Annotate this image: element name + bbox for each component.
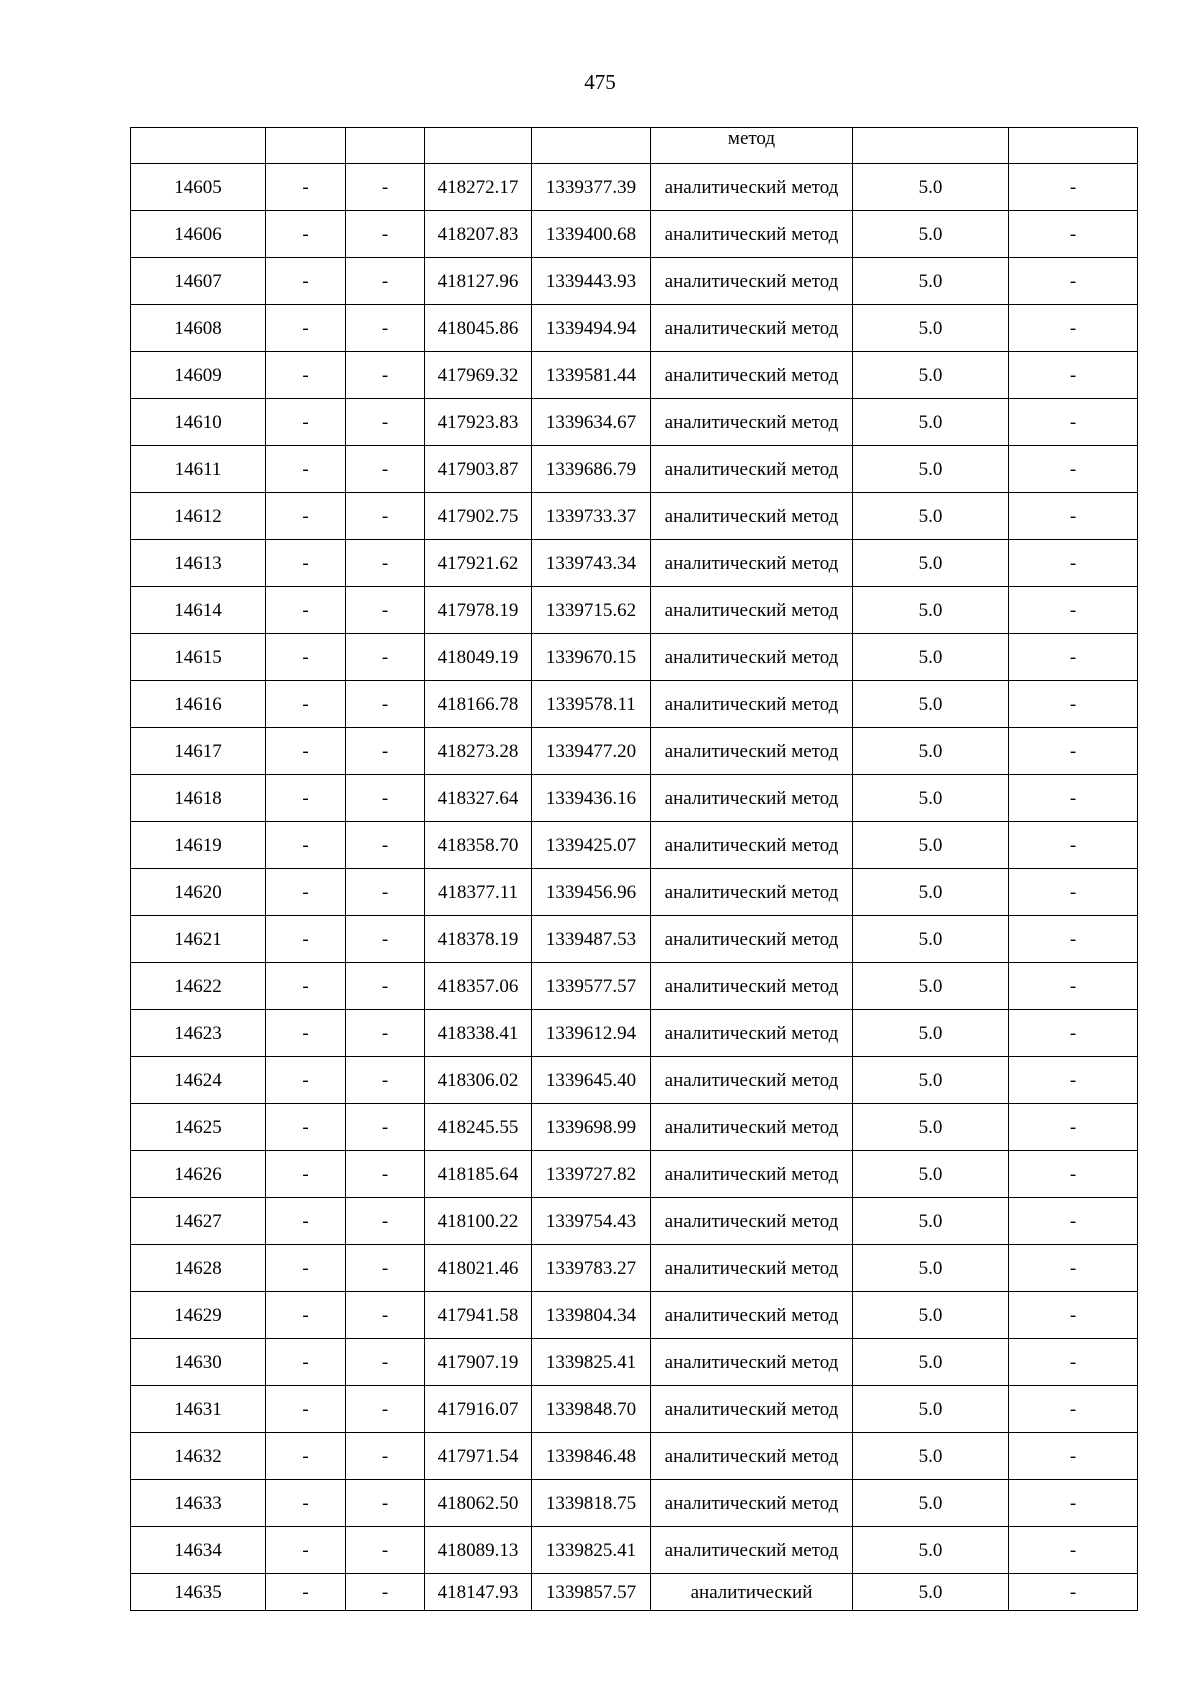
dash-cell: - (266, 1010, 346, 1057)
y-coordinate-cell (532, 128, 651, 164)
note-cell: - (1009, 681, 1138, 728)
dash-cell: - (266, 164, 346, 211)
x-coordinate-cell (425, 128, 532, 164)
accuracy-cell: 5.0 (853, 1480, 1009, 1527)
table-row (131, 1574, 1138, 1611)
dash-cell: - (346, 728, 425, 775)
table-row (131, 634, 1138, 681)
dash-cell: - (266, 775, 346, 822)
accuracy-cell: 5.0 (853, 822, 1009, 869)
y-coordinate-cell: 1339825.41 (532, 1527, 651, 1574)
dash-cell: - (346, 1198, 425, 1245)
dash-cell: - (266, 916, 346, 963)
method-cell: аналитический метод (651, 352, 853, 399)
dash-cell: - (266, 587, 346, 634)
method-cell: аналитический метод (651, 1151, 853, 1198)
dash-cell: - (266, 1339, 346, 1386)
accuracy-cell: 5.0 (853, 258, 1009, 305)
dash-cell: - (266, 352, 346, 399)
note-cell: - (1009, 775, 1138, 822)
table-row (131, 1292, 1138, 1339)
point-id-cell: 14624 (131, 1057, 266, 1104)
table-row (131, 916, 1138, 963)
x-coordinate-cell: 417916.07 (425, 1386, 532, 1433)
x-coordinate-cell: 417903.87 (425, 446, 532, 493)
x-coordinate-cell: 418272.17 (425, 164, 532, 211)
y-coordinate-cell: 1339456.96 (532, 869, 651, 916)
y-coordinate-cell: 1339846.48 (532, 1433, 651, 1480)
note-cell: - (1009, 446, 1138, 493)
point-id-cell: 14633 (131, 1480, 266, 1527)
accuracy-cell: 5.0 (853, 305, 1009, 352)
dash-cell: - (346, 305, 425, 352)
dash-cell: - (266, 305, 346, 352)
x-coordinate-cell: 418245.55 (425, 1104, 532, 1151)
dash-cell: - (346, 681, 425, 728)
y-coordinate-cell: 1339436.16 (532, 775, 651, 822)
note-cell: - (1009, 352, 1138, 399)
method-cell: аналитический метод (651, 399, 853, 446)
accuracy-cell: 5.0 (853, 211, 1009, 258)
dash-cell: - (346, 1104, 425, 1151)
accuracy-cell: 5.0 (853, 1151, 1009, 1198)
x-coordinate-cell: 418207.83 (425, 211, 532, 258)
table-row (131, 1151, 1138, 1198)
accuracy-cell: 5.0 (853, 963, 1009, 1010)
x-coordinate-cell: 418338.41 (425, 1010, 532, 1057)
dash-cell: - (266, 1433, 346, 1480)
note-cell: - (1009, 211, 1138, 258)
method-cell: аналитический метод (651, 1527, 853, 1574)
y-coordinate-cell: 1339743.34 (532, 540, 651, 587)
y-coordinate-cell: 1339578.11 (532, 681, 651, 728)
accuracy-cell: 5.0 (853, 1433, 1009, 1480)
x-coordinate-cell: 418358.70 (425, 822, 532, 869)
dash-cell: - (346, 258, 425, 305)
dash-cell: - (346, 775, 425, 822)
point-id-cell: 14629 (131, 1292, 266, 1339)
note-cell: - (1009, 869, 1138, 916)
x-coordinate-cell: 418045.86 (425, 305, 532, 352)
method-cell: аналитический метод (651, 1339, 853, 1386)
point-id-cell: 14620 (131, 869, 266, 916)
dash-cell: - (346, 963, 425, 1010)
table-row (131, 869, 1138, 916)
dash-cell: - (346, 446, 425, 493)
point-id-cell: 14625 (131, 1104, 266, 1151)
method-cell: метод (651, 128, 853, 164)
point-id-cell: 14619 (131, 822, 266, 869)
accuracy-cell (853, 128, 1009, 164)
accuracy-cell: 5.0 (853, 1339, 1009, 1386)
method-cell: аналитический метод (651, 1104, 853, 1151)
x-coordinate-cell: 418100.22 (425, 1198, 532, 1245)
table-row (131, 164, 1138, 211)
page-number: 475 (584, 70, 616, 94)
dash-cell: - (346, 1010, 425, 1057)
dash-cell: - (346, 1245, 425, 1292)
note-cell: - (1009, 305, 1138, 352)
note-cell: - (1009, 258, 1138, 305)
dash-cell: - (346, 869, 425, 916)
dash-cell: - (266, 446, 346, 493)
dash-cell: - (346, 1433, 425, 1480)
table-row (131, 211, 1138, 258)
point-id-cell: 14634 (131, 1527, 266, 1574)
dash-cell: - (266, 211, 346, 258)
point-id-cell: 14628 (131, 1245, 266, 1292)
accuracy-cell: 5.0 (853, 493, 1009, 540)
dash-cell: - (266, 258, 346, 305)
note-cell: - (1009, 1433, 1138, 1480)
table-row (131, 963, 1138, 1010)
empty-cell (346, 128, 425, 164)
y-coordinate-cell: 1339804.34 (532, 1292, 651, 1339)
y-coordinate-cell: 1339733.37 (532, 493, 651, 540)
method-cell: аналитический (651, 1574, 853, 1611)
x-coordinate-cell: 418306.02 (425, 1057, 532, 1104)
dash-cell: - (346, 1480, 425, 1527)
table-row (131, 1057, 1138, 1104)
method-cell: аналитический метод (651, 540, 853, 587)
accuracy-cell: 5.0 (853, 587, 1009, 634)
y-coordinate-cell: 1339425.07 (532, 822, 651, 869)
method-cell: аналитический метод (651, 1386, 853, 1433)
method-cell: аналитический метод (651, 681, 853, 728)
accuracy-cell: 5.0 (853, 1245, 1009, 1292)
point-id-cell: 14613 (131, 540, 266, 587)
empty-cell (266, 128, 346, 164)
method-cell: аналитический метод (651, 587, 853, 634)
dash-cell: - (266, 399, 346, 446)
note-cell: - (1009, 728, 1138, 775)
x-coordinate-cell: 418049.19 (425, 634, 532, 681)
y-coordinate-cell: 1339783.27 (532, 1245, 651, 1292)
method-cell: аналитический метод (651, 1057, 853, 1104)
accuracy-cell: 5.0 (853, 399, 1009, 446)
method-cell: аналитический метод (651, 1010, 853, 1057)
table-row (131, 587, 1138, 634)
table-row (131, 305, 1138, 352)
note-cell: - (1009, 1386, 1138, 1433)
dash-cell: - (346, 352, 425, 399)
dash-cell: - (346, 916, 425, 963)
dash-cell: - (266, 1245, 346, 1292)
coordinates-table (130, 127, 1138, 1611)
method-cell: аналитический метод (651, 305, 853, 352)
dash-cell: - (266, 822, 346, 869)
dash-cell: - (266, 1386, 346, 1433)
dash-cell: - (266, 1198, 346, 1245)
y-coordinate-cell: 1339754.43 (532, 1198, 651, 1245)
method-cell: аналитический метод (651, 963, 853, 1010)
method-cell: аналитический метод (651, 164, 853, 211)
continued-row (131, 128, 1138, 164)
x-coordinate-cell: 418378.19 (425, 916, 532, 963)
x-coordinate-cell: 417969.32 (425, 352, 532, 399)
dash-cell: - (346, 1151, 425, 1198)
x-coordinate-cell: 417921.62 (425, 540, 532, 587)
y-coordinate-cell: 1339727.82 (532, 1151, 651, 1198)
accuracy-cell: 5.0 (853, 916, 1009, 963)
point-id-cell: 14611 (131, 446, 266, 493)
accuracy-cell: 5.0 (853, 634, 1009, 681)
point-id-cell: 14614 (131, 587, 266, 634)
x-coordinate-cell: 418089.13 (425, 1527, 532, 1574)
dash-cell: - (266, 1151, 346, 1198)
note-cell: - (1009, 1574, 1138, 1611)
point-id-cell: 14609 (131, 352, 266, 399)
accuracy-cell: 5.0 (853, 1574, 1009, 1611)
point-id-cell: 14617 (131, 728, 266, 775)
note-cell: - (1009, 399, 1138, 446)
table-row (131, 1480, 1138, 1527)
y-coordinate-cell: 1339818.75 (532, 1480, 651, 1527)
method-cell: аналитический метод (651, 775, 853, 822)
x-coordinate-cell: 417971.54 (425, 1433, 532, 1480)
dash-cell: - (346, 1386, 425, 1433)
table-row (131, 1433, 1138, 1480)
dash-cell: - (346, 1527, 425, 1574)
table-row (131, 681, 1138, 728)
dash-cell: - (266, 681, 346, 728)
table-row (131, 1198, 1138, 1245)
method-cell: аналитический метод (651, 916, 853, 963)
dash-cell: - (346, 1292, 425, 1339)
y-coordinate-cell: 1339612.94 (532, 1010, 651, 1057)
note-cell: - (1009, 916, 1138, 963)
table-row (131, 258, 1138, 305)
table-row (131, 775, 1138, 822)
method-cell: аналитический метод (651, 1480, 853, 1527)
note-cell: - (1009, 587, 1138, 634)
note-cell: - (1009, 1104, 1138, 1151)
note-cell: - (1009, 1292, 1138, 1339)
dash-cell: - (346, 1574, 425, 1611)
table-row (131, 493, 1138, 540)
accuracy-cell: 5.0 (853, 1010, 1009, 1057)
accuracy-cell: 5.0 (853, 540, 1009, 587)
note-cell: - (1009, 1245, 1138, 1292)
x-coordinate-cell: 417978.19 (425, 587, 532, 634)
y-coordinate-cell: 1339715.62 (532, 587, 651, 634)
table-row (131, 822, 1138, 869)
x-coordinate-cell: 418273.28 (425, 728, 532, 775)
accuracy-cell: 5.0 (853, 869, 1009, 916)
dash-cell: - (266, 728, 346, 775)
y-coordinate-cell: 1339670.15 (532, 634, 651, 681)
table-row (131, 728, 1138, 775)
method-cell: аналитический метод (651, 822, 853, 869)
point-id-cell: 14616 (131, 681, 266, 728)
table-row (131, 399, 1138, 446)
method-cell: аналитический метод (651, 728, 853, 775)
accuracy-cell: 5.0 (853, 1104, 1009, 1151)
point-id-cell: 14608 (131, 305, 266, 352)
x-coordinate-cell: 418377.11 (425, 869, 532, 916)
accuracy-cell: 5.0 (853, 681, 1009, 728)
dash-cell: - (346, 822, 425, 869)
dash-cell: - (266, 1104, 346, 1151)
note-cell: - (1009, 1151, 1138, 1198)
table-row (131, 1104, 1138, 1151)
point-id-cell: 14621 (131, 916, 266, 963)
table-row (131, 1010, 1138, 1057)
note-cell: - (1009, 1339, 1138, 1386)
dash-cell: - (346, 1339, 425, 1386)
dash-cell: - (346, 634, 425, 681)
x-coordinate-cell: 418357.06 (425, 963, 532, 1010)
method-cell: аналитический метод (651, 493, 853, 540)
note-cell: - (1009, 963, 1138, 1010)
point-id-cell: 14632 (131, 1433, 266, 1480)
y-coordinate-cell: 1339686.79 (532, 446, 651, 493)
point-id-cell: 14605 (131, 164, 266, 211)
table-row (131, 446, 1138, 493)
y-coordinate-cell: 1339848.70 (532, 1386, 651, 1433)
accuracy-cell: 5.0 (853, 164, 1009, 211)
y-coordinate-cell: 1339634.67 (532, 399, 651, 446)
x-coordinate-cell: 418147.93 (425, 1574, 532, 1611)
dash-cell: - (266, 1527, 346, 1574)
point-id-cell: 14606 (131, 211, 266, 258)
y-coordinate-cell: 1339577.57 (532, 963, 651, 1010)
method-cell: аналитический метод (651, 211, 853, 258)
x-coordinate-cell: 417923.83 (425, 399, 532, 446)
y-coordinate-cell: 1339377.39 (532, 164, 651, 211)
coordinates-table-body (131, 128, 1138, 1611)
note-cell: - (1009, 634, 1138, 681)
note-cell: - (1009, 1057, 1138, 1104)
method-cell: аналитический метод (651, 1245, 853, 1292)
point-id-cell: 14610 (131, 399, 266, 446)
x-coordinate-cell: 418185.64 (425, 1151, 532, 1198)
y-coordinate-cell: 1339825.41 (532, 1339, 651, 1386)
note-cell: - (1009, 493, 1138, 540)
dash-cell: - (266, 493, 346, 540)
dash-cell: - (346, 1057, 425, 1104)
x-coordinate-cell: 418327.64 (425, 775, 532, 822)
method-cell: аналитический метод (651, 869, 853, 916)
point-id-cell: 14622 (131, 963, 266, 1010)
accuracy-cell: 5.0 (853, 1527, 1009, 1574)
point-id-cell: 14623 (131, 1010, 266, 1057)
accuracy-cell: 5.0 (853, 1057, 1009, 1104)
accuracy-cell: 5.0 (853, 1198, 1009, 1245)
y-coordinate-cell: 1339477.20 (532, 728, 651, 775)
note-cell: - (1009, 822, 1138, 869)
x-coordinate-cell: 418127.96 (425, 258, 532, 305)
point-id-cell: 14607 (131, 258, 266, 305)
table-row (131, 1245, 1138, 1292)
y-coordinate-cell: 1339443.93 (532, 258, 651, 305)
dash-cell: - (346, 540, 425, 587)
dash-cell: - (266, 1292, 346, 1339)
point-id-cell: 14630 (131, 1339, 266, 1386)
x-coordinate-cell: 417907.19 (425, 1339, 532, 1386)
method-cell: аналитический метод (651, 258, 853, 305)
point-id-cell: 14631 (131, 1386, 266, 1433)
point-id-cell: 14618 (131, 775, 266, 822)
table-row (131, 540, 1138, 587)
dash-cell: - (266, 869, 346, 916)
x-coordinate-cell: 418021.46 (425, 1245, 532, 1292)
dash-cell: - (346, 493, 425, 540)
dash-cell: - (346, 399, 425, 446)
y-coordinate-cell: 1339645.40 (532, 1057, 651, 1104)
x-coordinate-cell: 417902.75 (425, 493, 532, 540)
accuracy-cell: 5.0 (853, 446, 1009, 493)
note-cell (1009, 128, 1138, 164)
y-coordinate-cell: 1339581.44 (532, 352, 651, 399)
point-id-cell: 14612 (131, 493, 266, 540)
dash-cell: - (266, 1480, 346, 1527)
point-id-cell: 14615 (131, 634, 266, 681)
table-row (131, 1386, 1138, 1433)
note-cell: - (1009, 1527, 1138, 1574)
accuracy-cell: 5.0 (853, 352, 1009, 399)
note-cell: - (1009, 540, 1138, 587)
note-cell: - (1009, 164, 1138, 211)
accuracy-cell: 5.0 (853, 728, 1009, 775)
y-coordinate-cell: 1339487.53 (532, 916, 651, 963)
x-coordinate-cell: 418166.78 (425, 681, 532, 728)
method-cell: аналитический метод (651, 1433, 853, 1480)
dash-cell: - (266, 963, 346, 1010)
dash-cell: - (346, 211, 425, 258)
dash-cell: - (266, 1574, 346, 1611)
accuracy-cell: 5.0 (853, 1386, 1009, 1433)
dash-cell: - (346, 587, 425, 634)
point-id-cell: 14627 (131, 1198, 266, 1245)
x-coordinate-cell: 418062.50 (425, 1480, 532, 1527)
note-cell: - (1009, 1010, 1138, 1057)
method-cell: аналитический метод (651, 1292, 853, 1339)
y-coordinate-cell: 1339494.94 (532, 305, 651, 352)
y-coordinate-cell: 1339698.99 (532, 1104, 651, 1151)
accuracy-cell: 5.0 (853, 775, 1009, 822)
note-cell: - (1009, 1480, 1138, 1527)
point-id-cell (131, 128, 266, 164)
method-cell: аналитический метод (651, 1198, 853, 1245)
point-id-cell: 14626 (131, 1151, 266, 1198)
accuracy-cell: 5.0 (853, 1292, 1009, 1339)
table-row (131, 1339, 1138, 1386)
x-coordinate-cell: 417941.58 (425, 1292, 532, 1339)
point-id-cell: 14635 (131, 1574, 266, 1611)
dash-cell: - (266, 1057, 346, 1104)
y-coordinate-cell: 1339400.68 (532, 211, 651, 258)
dash-cell: - (266, 634, 346, 681)
y-coordinate-cell: 1339857.57 (532, 1574, 651, 1611)
table-row (131, 1527, 1138, 1574)
dash-cell: - (346, 164, 425, 211)
dash-cell: - (266, 540, 346, 587)
note-cell: - (1009, 1198, 1138, 1245)
method-cell: аналитический метод (651, 446, 853, 493)
method-cell: аналитический метод (651, 634, 853, 681)
table-row (131, 352, 1138, 399)
